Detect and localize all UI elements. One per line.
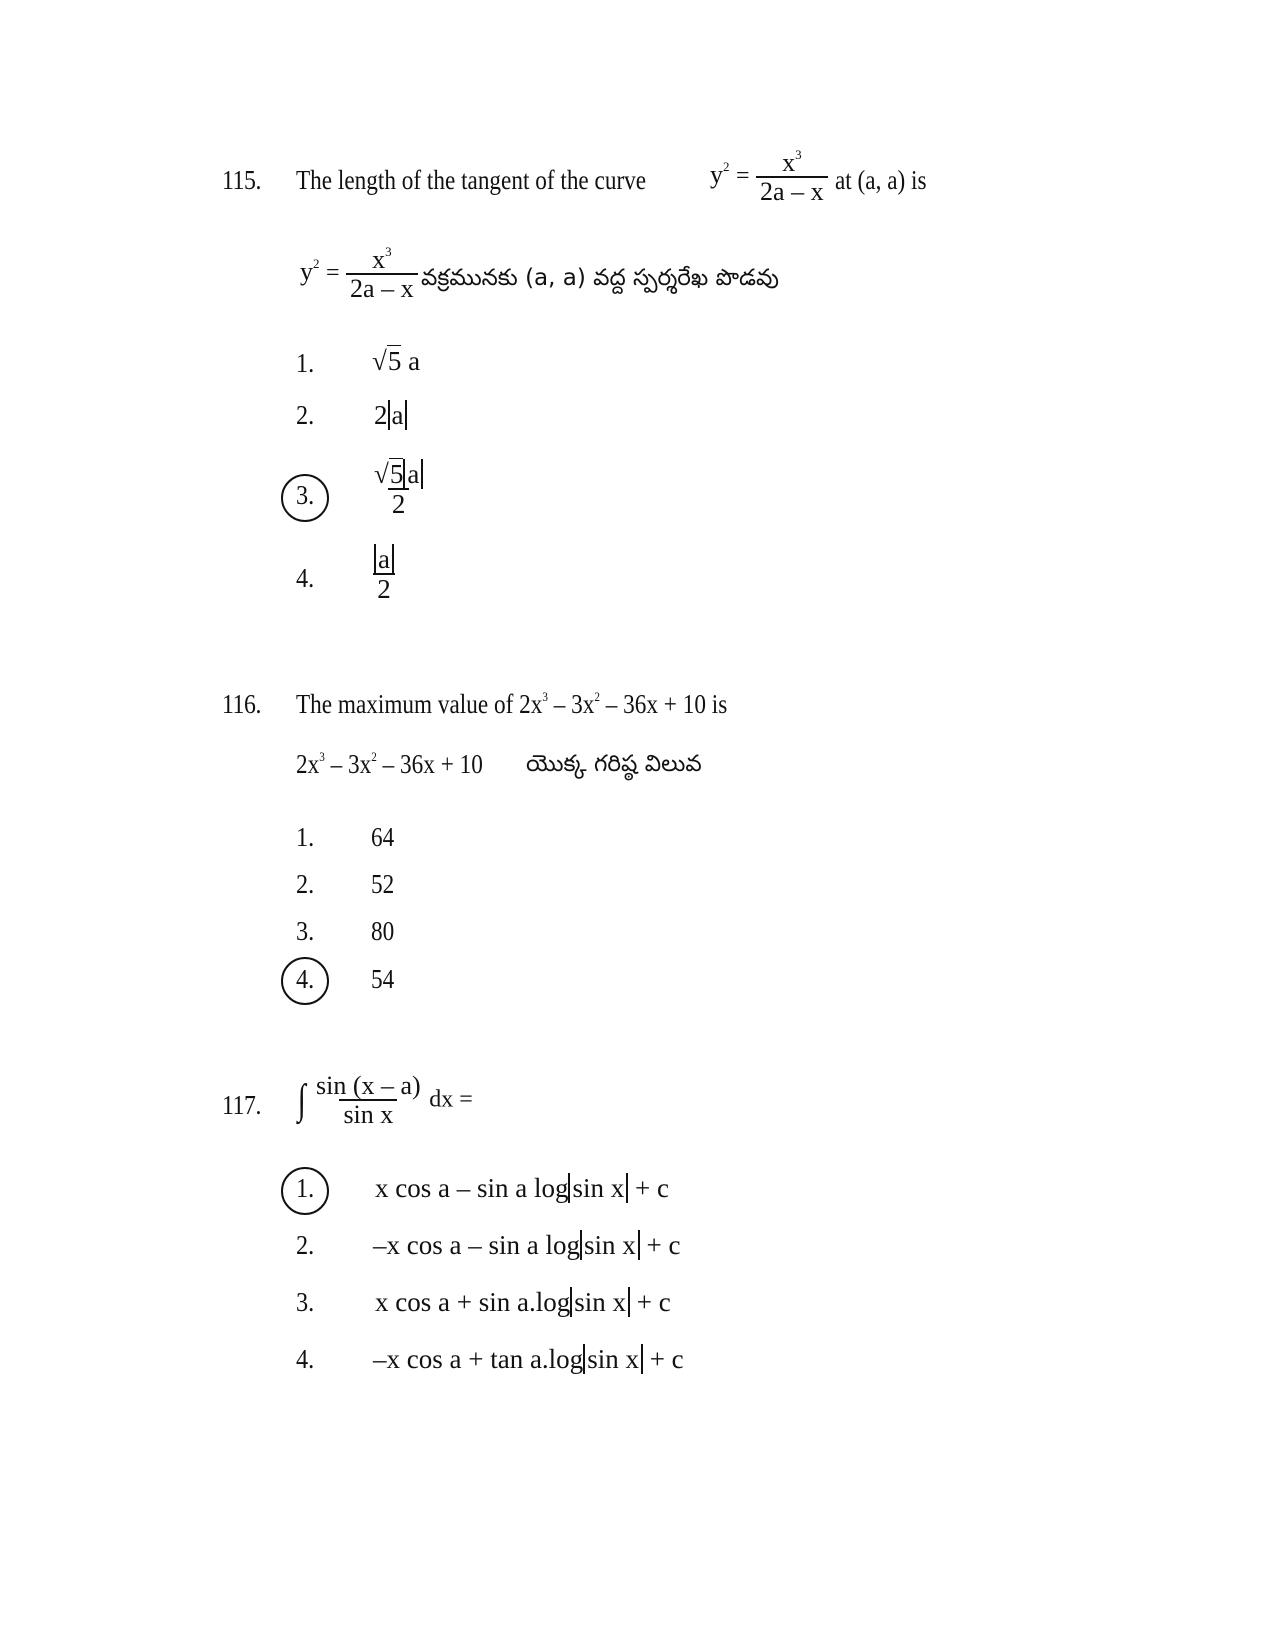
option-value: 64	[371, 822, 395, 852]
equals-sign: =	[326, 259, 340, 286]
absolute-value: sin x	[583, 1344, 643, 1374]
term: 2x	[296, 749, 320, 779]
question-number: 116.	[222, 689, 261, 719]
option-value	[372, 460, 425, 519]
option-value: 54	[371, 964, 395, 994]
denominator: 2	[373, 573, 395, 603]
option-label: 3.	[296, 480, 315, 510]
exponent: 2	[594, 689, 600, 704]
denominator: 2a – x	[346, 273, 418, 302]
variable: a	[401, 346, 421, 376]
question-number: 117.	[222, 1090, 261, 1120]
numerator: x	[782, 148, 796, 177]
absolute-value: sin x	[568, 1173, 628, 1203]
denominator: 2	[388, 488, 410, 518]
expression: x cos a + sin a.log	[375, 1287, 571, 1317]
equals-sign: =	[736, 162, 750, 189]
denominator: 2a – x	[756, 176, 828, 205]
constant: + c	[628, 1173, 669, 1203]
curve-equation	[710, 148, 828, 206]
option-value	[372, 346, 420, 377]
absolute-value: sin x	[570, 1287, 630, 1317]
dx-equals: dx =	[429, 1086, 473, 1113]
option-value: 52	[371, 869, 395, 899]
option-label: 3.	[296, 916, 315, 946]
numerator-exponent: 3	[385, 244, 392, 259]
exponent: 3	[542, 689, 548, 704]
option-label: 2.	[296, 400, 315, 430]
coefficient: 2	[374, 400, 388, 430]
numerator: x	[372, 245, 386, 274]
fraction	[346, 245, 418, 303]
option-value	[375, 1173, 669, 1204]
term: 2x	[519, 689, 543, 719]
constant: + c	[639, 1230, 681, 1260]
term: – 3x	[547, 689, 595, 719]
sqrt-symbol: √	[372, 346, 387, 376]
expression: –x cos a + tan a.log	[373, 1344, 584, 1374]
option-value	[375, 1287, 671, 1318]
telugu-expression	[296, 749, 483, 780]
integral-expression	[296, 1072, 473, 1129]
radicand: 5	[387, 346, 402, 376]
question-number: 115.	[222, 165, 261, 195]
telugu-question-text: వక్రమునకు (a, a) వద్ద స్పర్శరేఖ పొడవు	[421, 265, 779, 291]
question-suffix: at (a, a) is	[835, 165, 927, 195]
option-value: 80	[371, 916, 395, 946]
integral-symbol: ∫	[297, 1077, 306, 1124]
lhs-exponent: 2	[723, 158, 730, 174]
option-label: 4.	[296, 1344, 315, 1374]
fraction	[314, 1072, 423, 1129]
numerator-exponent: 3	[795, 147, 802, 162]
constant: + c	[642, 1344, 684, 1374]
option-label: 4.	[296, 964, 315, 994]
exponent: 3	[319, 749, 325, 764]
expression: –x cos a – sin a log	[373, 1230, 580, 1260]
prefix: The maximum value of	[296, 689, 520, 719]
numerator: sin (x – a)	[316, 1071, 421, 1100]
sqrt-symbol: √	[374, 459, 389, 489]
option-value	[373, 1230, 680, 1261]
option-label: 1.	[296, 1173, 315, 1203]
radicand: 5	[389, 459, 404, 489]
fraction	[756, 148, 828, 206]
absolute-value: a	[403, 459, 423, 489]
constant: + c	[629, 1287, 671, 1317]
option-label: 1.	[296, 822, 315, 852]
absolute-value: a	[388, 400, 408, 430]
option-label: 4.	[296, 563, 315, 593]
absolute-value: sin x	[580, 1230, 640, 1260]
option-value	[373, 1344, 684, 1375]
option-label: 3.	[296, 1287, 315, 1317]
question-text: The length of the tangent of the curve	[296, 165, 647, 195]
option-label: 2.	[296, 1230, 315, 1260]
option-label: 2.	[296, 869, 315, 899]
term: – 36x + 10	[376, 749, 483, 779]
expression: x cos a – sin a log	[375, 1173, 569, 1203]
option-label: 1.	[296, 348, 315, 378]
question-text	[296, 689, 727, 720]
lhs: y	[300, 256, 313, 286]
lhs-exponent: 2	[313, 255, 320, 271]
option-value	[374, 400, 407, 431]
absolute-value: a	[374, 544, 394, 574]
exponent: 2	[371, 749, 377, 764]
term: – 3x	[324, 749, 372, 779]
option-value	[372, 545, 396, 604]
term: – 36x + 10 is	[599, 689, 728, 719]
telugu-curve-equation	[300, 245, 418, 303]
telugu-question-text: యొక్క గరిష్ఠ విలువ	[526, 751, 702, 777]
lhs: y	[710, 159, 723, 189]
denominator: sin x	[339, 1099, 397, 1128]
